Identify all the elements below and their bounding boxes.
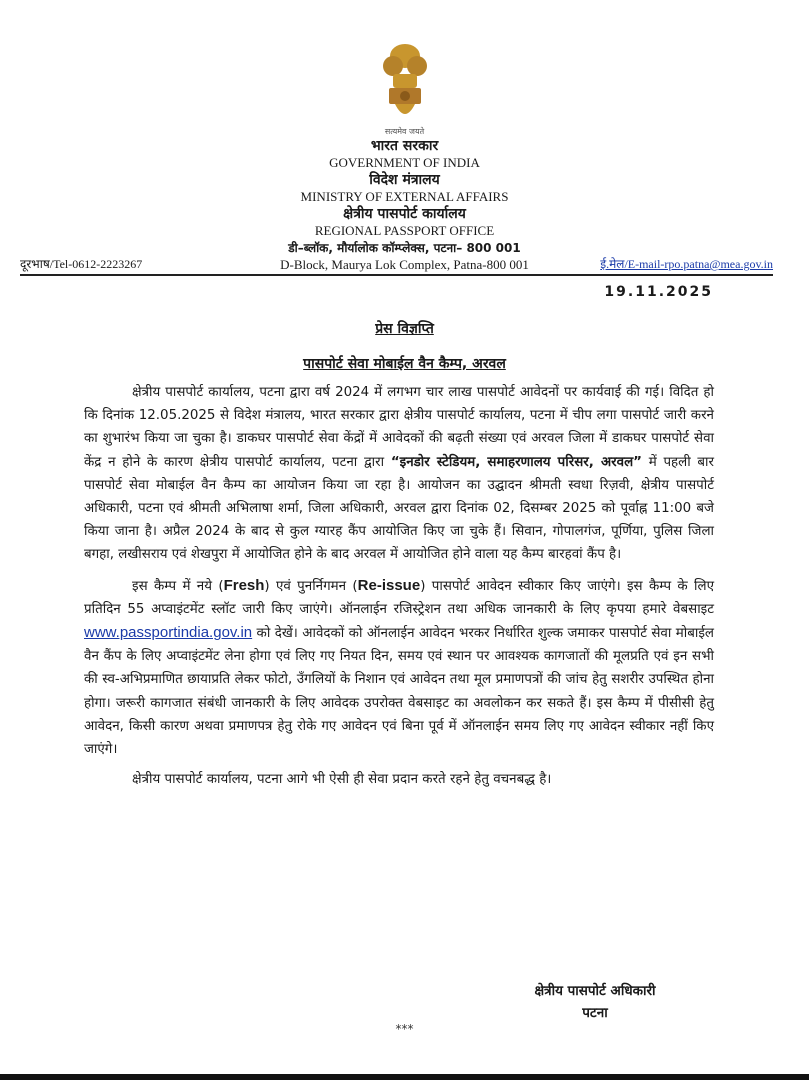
signatory-designation: क्षेत्रीय पासपोर्ट अधिकारी (534, 983, 656, 999)
document-title: प्रेस विज्ञप्ति (375, 321, 434, 337)
end-mark: *** (395, 1022, 414, 1036)
paragraph-3: क्षेत्रीय पासपोर्ट कार्यालय, पटना आगे भी ऐसी ही सेवा प्रदान करते रहने हेतु वचनबद्ध है। (132, 772, 552, 788)
govt-name-english: GOVERNMENT OF INDIA (329, 155, 480, 170)
contact-row (20, 255, 773, 272)
office-name-english: REGIONAL PASSPORT OFFICE (314, 223, 495, 238)
address-hindi: डी–ब्लॉक, मौर्यालोक कॉम्प्लेक्स, पटना– 800 001 (288, 241, 521, 255)
telephone: दूरभाष/Tel-0612-2223267 (20, 257, 143, 271)
signature-block (470, 980, 720, 1024)
paragraph-1: क्षेत्रीय पासपोर्ट कार्यालय, पटना द्वारा वर्ष 2024 में लगभग चार लाख पासपोर्ट आवेदनों पर कार्यवाई की गई। विदित हो कि दिनांक 12.05.2025 से विदेश मंत्रालय, भारत सरकार द्वारा क्षेत्रीय पासपोर्ट कार्यालय, पटना में चीप लगा पासपोर्ट जारी करने का शुभारंभ किया जा चुका है। डाकघर पासपोर्ट सेवा केंद्रों में आवेदकों की बढ़ती संख्या एवं अरवल जिला में डाकघर पासपोर्ट सेवा केंद्र न होने के कारण क्षेत्रीय पासपोर्ट कार्यालय, पटना द्वारा “इनडोर स्टेडियम, समाहरणालय परिसर, अरवल” में पहली बार पासपोर्ट सेवा मोबाईल वैन कैम्प का आयोजन किया जा रहा है। आयोजन का उद्घादन श्रीमती स्वधा रिज़वी, क्षेत्रीय पासपोर्ट अधिकारी, पटना एवं श्रीमती अभिलाषा शर्मा, जिला अधिकारी, अरवल द्वारा दिनांक 02, दिसम्बर 2025 को पूर्वाह्न 11:00 बजे किया जाना है। अप्रैल 2024 के बाद से कुल ग्यारह कैंप आयोजित किए जा चुके हैं। सिवान, गोपालगंज, पूर्णिया, पुलिस जिला बगहा, लखीसराय एवं शेखपुरा में आयोजित होने के बाद अरवल में आयोजित होने वाला यह कैम्प बारहवां कैंप है। (84, 385, 715, 563)
header-divider (20, 274, 773, 276)
ministry-name-english: MINISTRY OF EXTERNAL AFFAIRS (300, 189, 509, 204)
emblem-motto: सत्यमेव जयते (384, 127, 425, 136)
address-english: D-Block, Maurya Lok Complex, Patna-800 001 (280, 257, 529, 272)
document-subtitle: पासपोर्ट सेवा मोबाईल वैन कैम्प, अरवल (303, 356, 506, 372)
passport-website-link[interactable]: www.passportindia.gov.in (84, 624, 253, 642)
venue-name: “इनडोर स्टेडियम, समाहरणालय परिसर, अरवल” (390, 454, 642, 470)
govt-name-hindi: भारत सरकार (370, 138, 439, 154)
letterhead (0, 40, 809, 273)
paragraph-2: इस कैम्प में नये (Fresh) एवं पुनर्निगमन (Re-issue) पासपोर्ट आवेदन स्वीकार किए जाएंगे। इस कैम्प के लिए प्रतिदिन 55 अप्वाइंटमेंट स्लॉट जारी किए जाएंगे। ऑनलाईन रजिस्ट्रेशन तथा अधिक जानकारी के लिए कृपया हमारे वेबसाइट www.passportindia.gov.in को देखें। आवेदकों को ऑनलाईन आवेदन भरकर निर्धारित शुल्क जमाकर पासपोर्ट सेवा मोबाईल वैन कैंप के लिए अप्वाइंटमेंट लेना होगा एवं लिए गए नियत दिन, समय एवं स्थान पर आवश्यक कागजातों की मूलप्रति एवं इन सभी की स्व-अभिप्रमाणित छायाप्रति लेकर फोटो, उँगलियों के निशान एवं आवेदन तथा मूल प्रमाणपत्रों की जांच हेतु सशरीर उपस्थित होना होगा। जरूरी कागजात संबंधी जानकारी के लिए आवेदक उपरोक्त वेबसाइट का अवलोकन कर सकते हैं। इस कैम्प में पीसीसी हेतु आवेदन, किसी कारण अथवा प्रमाणपत्र हेतु रोके गए आवेदन एवं बिना पूर्व में ऑनलाईन समय लिए गए आवेदन स्वीकार नहीं किए जाएंगे। (84, 576, 715, 758)
fresh-label: Fresh (223, 576, 265, 594)
email-link[interactable]: ई.मेल/E-mail-rpo.patna@mea.gov.in (600, 257, 773, 271)
document-body (84, 381, 714, 798)
signatory-place: पटना (582, 1005, 608, 1021)
bottom-edge (0, 1074, 809, 1080)
ministry-name-hindi: विदेश मंत्रालय (369, 172, 440, 188)
document-date: 19.11.2025 (604, 284, 713, 300)
reissue-label: Re-issue (357, 576, 421, 594)
office-name-hindi: क्षेत्रीय पासपोर्ट कार्यालय (343, 206, 466, 222)
national-emblem-icon (379, 40, 431, 124)
